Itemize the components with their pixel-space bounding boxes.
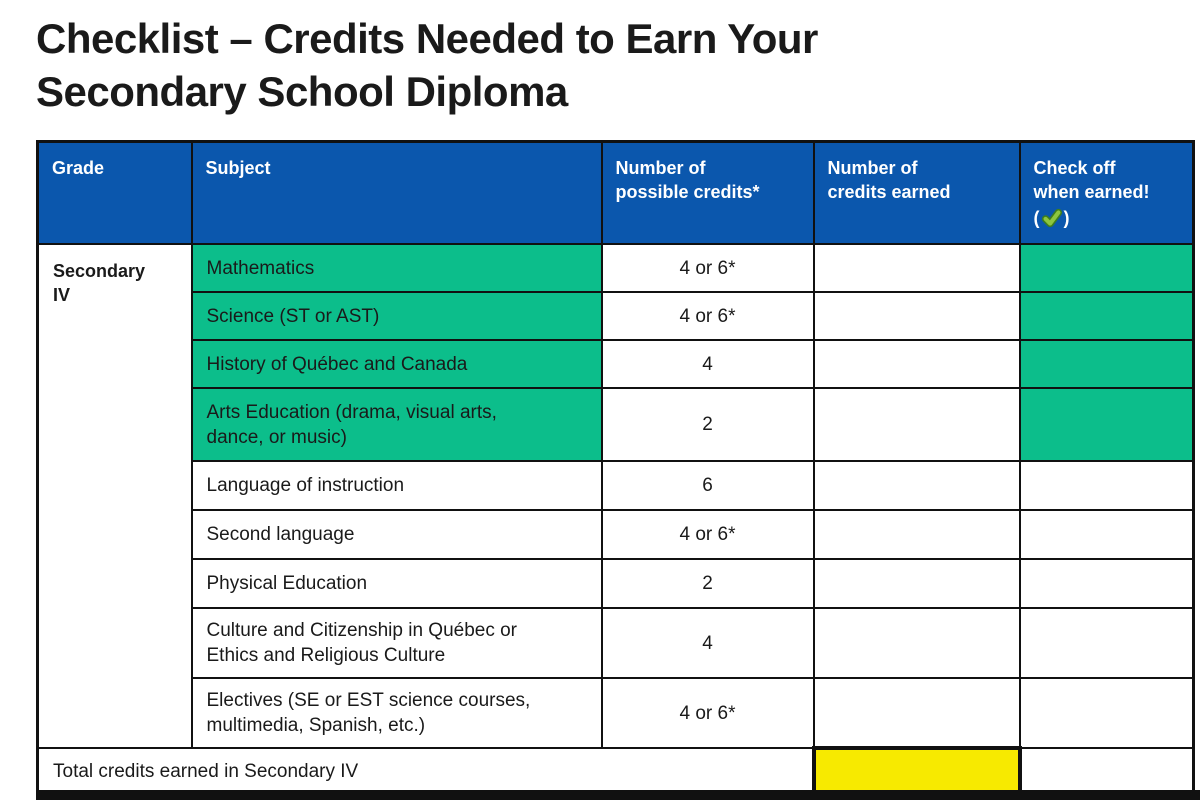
total-blank-cell	[1020, 748, 1194, 795]
possible-credits-cell: 4 or 6*	[602, 510, 814, 559]
check-off-cell[interactable]	[1020, 388, 1194, 461]
table-row	[38, 292, 1194, 340]
possible-credits-cell: 4 or 6*	[602, 678, 814, 748]
check-off-cell[interactable]	[1020, 510, 1194, 559]
total-label-cell: Total credits earned in Secondary IV	[38, 748, 814, 795]
check-off-cell[interactable]	[1020, 244, 1194, 292]
header-possible-credits: Number of possible credits*	[602, 142, 814, 245]
credits-earned-cell[interactable]	[814, 608, 1020, 678]
bottom-divider-bar	[36, 790, 1200, 800]
header-row	[38, 142, 1194, 245]
subject-cell: History of Québec and Canada	[192, 340, 602, 388]
subject-cell: Arts Education (drama, visual arts, dance, or music)	[192, 388, 602, 461]
table-row	[38, 461, 1194, 510]
possible-credits-cell: 4 or 6*	[602, 292, 814, 340]
table-row	[38, 510, 1194, 559]
credits-earned-cell[interactable]	[814, 559, 1020, 608]
subject-cell: Mathematics	[192, 244, 602, 292]
possible-credits-cell: 4 or 6*	[602, 244, 814, 292]
credits-earned-cell[interactable]	[814, 244, 1020, 292]
subject-cell: Culture and Citizenship in Québec or Ethics and Religious Culture	[192, 608, 602, 678]
table-row	[38, 388, 1194, 461]
credits-earned-cell[interactable]	[814, 340, 1020, 388]
table-row	[38, 340, 1194, 388]
subject-cell: Physical Education	[192, 559, 602, 608]
check-off-cell[interactable]	[1020, 340, 1194, 388]
credits-earned-cell[interactable]	[814, 678, 1020, 748]
table-row	[38, 559, 1194, 608]
possible-credits-cell: 4	[602, 340, 814, 388]
page-title: Checklist – Credits Needed to Earn Your Secondary School Diploma	[36, 15, 818, 115]
header-subject: Subject	[192, 142, 602, 245]
header-check-off: Check off when earned! ( )	[1020, 142, 1194, 245]
header-credits-earned: Number of credits earned	[814, 142, 1020, 245]
credits-checklist-table	[36, 140, 1195, 797]
check-legend: ( )	[1033, 208, 1070, 228]
possible-credits-cell: 4	[602, 608, 814, 678]
credits-earned-cell[interactable]	[814, 388, 1020, 461]
credits-earned-cell[interactable]	[814, 461, 1020, 510]
subject-cell: Electives (SE or EST science courses, multimedia, Spanish, etc.)	[192, 678, 602, 748]
check-off-cell[interactable]	[1020, 461, 1194, 510]
possible-credits-cell: 2	[602, 388, 814, 461]
possible-credits-cell: 6	[602, 461, 814, 510]
check-off-cell[interactable]	[1020, 608, 1194, 678]
total-credits-input-cell[interactable]	[814, 748, 1020, 795]
table-row	[38, 244, 1194, 292]
table-row	[38, 678, 1194, 748]
possible-credits-cell: 2	[602, 559, 814, 608]
header-grade: Grade	[38, 142, 192, 245]
check-off-cell[interactable]	[1020, 292, 1194, 340]
subject-cell: Second language	[192, 510, 602, 559]
grade-cell: Secondary IV	[38, 244, 192, 748]
total-row	[38, 748, 1194, 795]
check-off-cell[interactable]	[1020, 559, 1194, 608]
subject-cell: Language of instruction	[192, 461, 602, 510]
credits-earned-cell[interactable]	[814, 510, 1020, 559]
subject-cell: Science (ST or AST)	[192, 292, 602, 340]
green-check-icon	[1041, 207, 1063, 229]
credits-earned-cell[interactable]	[814, 292, 1020, 340]
check-off-cell[interactable]	[1020, 678, 1194, 748]
table-row	[38, 608, 1194, 678]
